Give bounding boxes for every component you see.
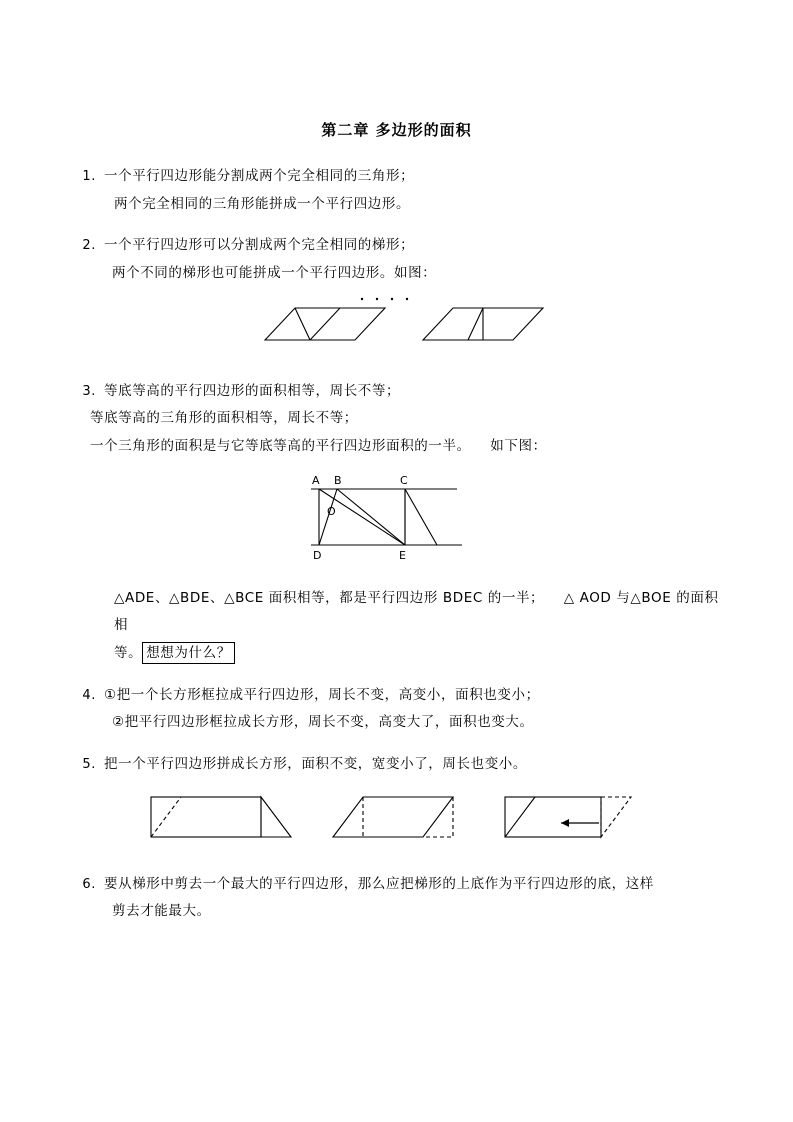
- item-3-number: 3.: [82, 383, 96, 399]
- figure-parallelogram-splits: [72, 294, 721, 360]
- item-6-number: 6.: [82, 876, 96, 892]
- svg-text:A: A: [311, 473, 320, 487]
- svg-text:D: D: [312, 548, 321, 562]
- parallelogram-to-rectangle-diagram: [137, 785, 657, 849]
- item-4-text-1: ①把一个长方形框拉成平行四边形，周长不变，高变小，面积也变小；: [104, 686, 540, 703]
- item-4-number: 4.: [82, 687, 96, 703]
- conclusion-line-2: [72, 640, 721, 668]
- item-4-line-2: ②把平行四边形框拉成长方形，周长不变，高变大了，面积也变大。: [112, 714, 534, 731]
- page-title: 第二章 多边形的面积: [321, 121, 472, 139]
- spacer: [72, 863, 721, 871]
- conclusion-line-2-prefix: 等。: [114, 645, 143, 662]
- item-1: [72, 163, 721, 218]
- spacer: [72, 224, 721, 232]
- item-1-number: 1.: [82, 169, 96, 184]
- item-3-line-1: [72, 378, 721, 406]
- item-3-line-2: 等底等高的三角形的面积相等，周长不等；: [90, 410, 358, 427]
- spacer: [72, 674, 721, 682]
- conclusion-line-1: △ADE、△BDE、△BCE 面积相等，都是平行四边形 BDEC 的一半； △ AOD 与△BOE 的面积相: [114, 589, 719, 634]
- item-2: [72, 232, 721, 287]
- item-2-line-1: [72, 232, 721, 260]
- svg-text:C: C: [399, 473, 408, 487]
- svg-text:B: B: [333, 473, 342, 487]
- triangle-area-diagram: [287, 467, 507, 563]
- item-6-text-1: 要从梯形中剪去一个最大的平行四边形，那么应把梯形的上底作为平行四边形的底，这样: [104, 875, 654, 892]
- conclusion-block: [72, 585, 721, 668]
- item-5-text-1: 把一个平行四边形拼成长方形，面积不变，宽变小了，周长也变小。: [104, 756, 527, 773]
- item-5: [72, 751, 721, 779]
- spacer: [72, 743, 721, 751]
- item-6-line-1: [72, 871, 721, 899]
- item-1-text-1: 一个平行四边形能分割成两个完全相同的三角形；: [104, 168, 415, 184]
- item-2-number: 2.: [82, 238, 96, 254]
- item-2-text-1: 一个平行四边形可以分割成两个完全相同的梯形；: [104, 237, 415, 254]
- item-3-line-3: 一个三角形的面积是与它等底等高的平行四边形面积的一半。 如下图：: [90, 438, 547, 455]
- item-5-number: 5.: [82, 757, 96, 773]
- figure-shape-transformations: [72, 785, 721, 853]
- item-1-line-2: 两个完全相同的三角形能拼成一个平行四边形。: [114, 195, 411, 212]
- item-4-line-1: [72, 682, 721, 710]
- item-3: [72, 378, 721, 461]
- spacer: [72, 577, 721, 585]
- item-1-line-1: [72, 163, 721, 191]
- item-6-line-2: 剪去才能最大。: [112, 903, 211, 920]
- item-5-line-1: [72, 751, 721, 779]
- think-why-box: 想想为什么？: [142, 642, 235, 664]
- parallelogram-split-diagram: [237, 294, 557, 356]
- item-3-text-1: 等底等高的平行四边形的面积相等，周长不等；: [104, 382, 401, 399]
- item-2-line-2: 两个不同的梯形也可能拼成一个平行四边形。如图：: [112, 265, 437, 282]
- item-4: [72, 682, 721, 737]
- item-6: [72, 871, 721, 926]
- svg-text:O: O: [326, 504, 336, 518]
- figure-triangle-parallelogram: [72, 467, 721, 567]
- spacer: [72, 370, 721, 378]
- svg-text:E: E: [398, 548, 406, 562]
